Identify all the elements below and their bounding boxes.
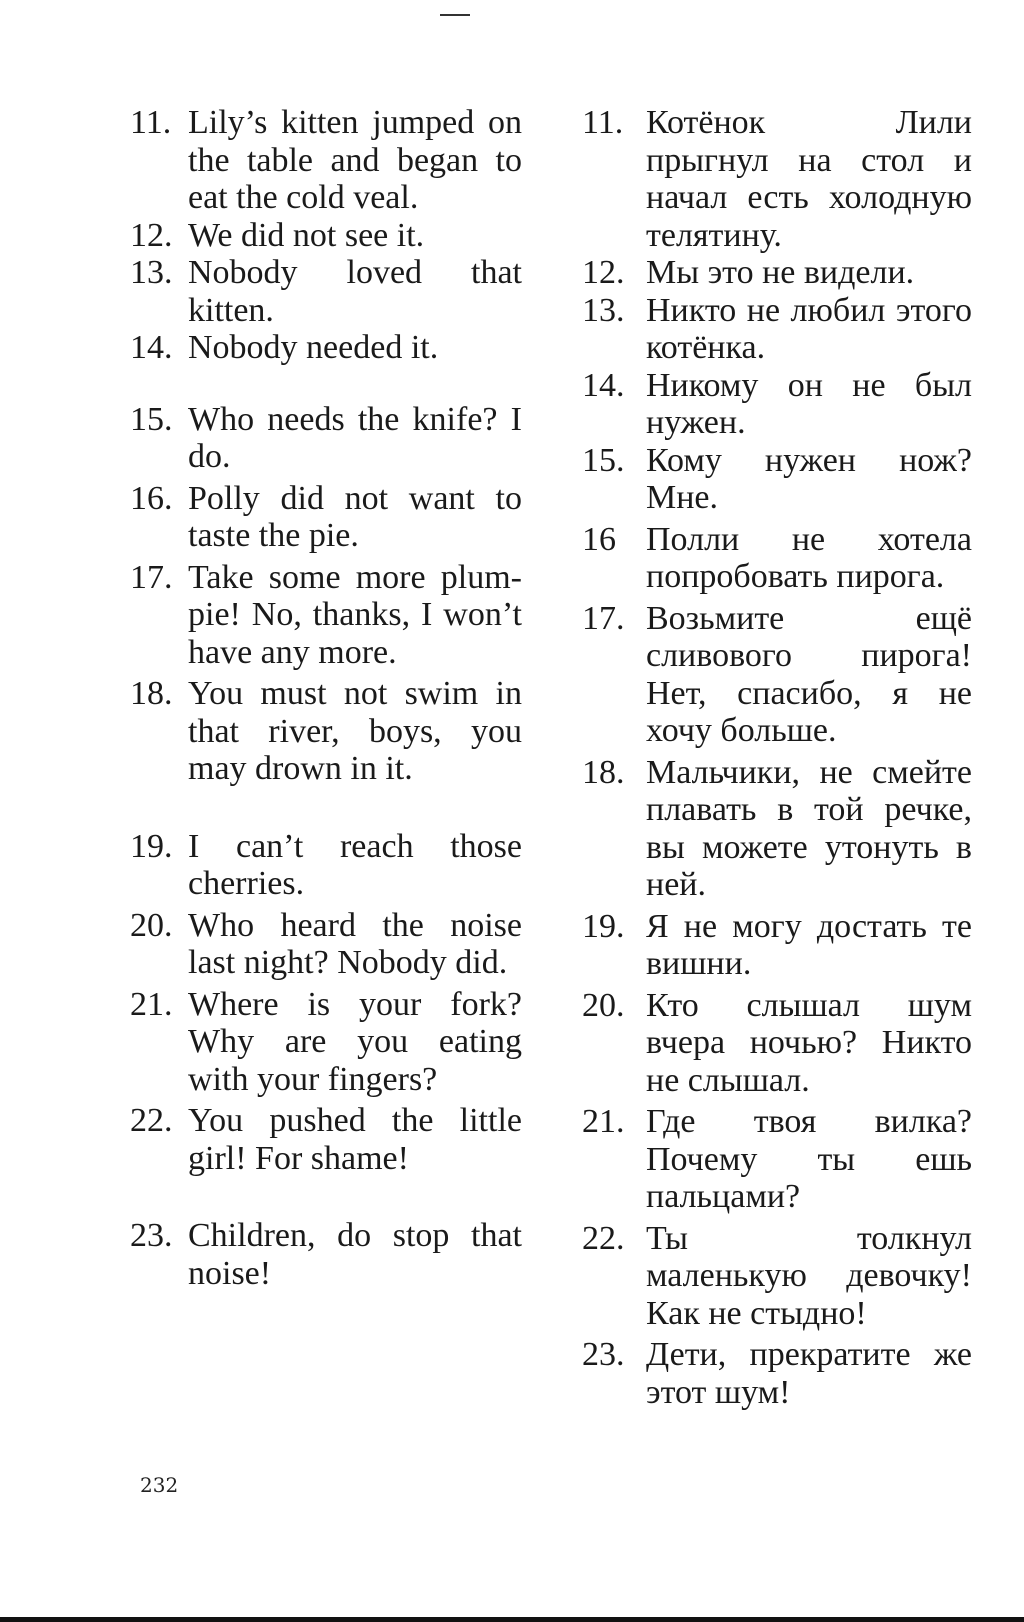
- english-sentence-20: [130, 907, 522, 982]
- sentence-text: Мальчики, не смейте плавать в той речке, вы можете утонуть в ней.: [646, 753, 972, 903]
- sentence-text: Полли не хотела попробовать пирога.: [646, 520, 972, 595]
- english-sentence-21: [130, 986, 522, 1099]
- sentence-text: Take some more plum-pie! No, thanks, I won’t have any more.: [188, 558, 522, 671]
- russian-sentence-11: [582, 104, 972, 254]
- sentence-text: Возьмите ещё сливового пирога! Нет, спасибо, я не хочу больше.: [646, 599, 972, 749]
- russian-sentence-16: [582, 521, 972, 596]
- sentence-number: 11.: [582, 104, 624, 141]
- sentence-text: Lily’s kitten jumped on the table and began to eat the cold veal.: [188, 104, 522, 216]
- sentence-number: 23.: [582, 1336, 625, 1373]
- sentence-text: I can’t reach those cherries.: [188, 827, 522, 902]
- english-sentence-18: [130, 675, 522, 788]
- russian-sentence-13: [582, 292, 972, 367]
- sentence-number: 22.: [582, 1219, 625, 1257]
- sentence-number: 18.: [582, 753, 625, 791]
- russian-sentence-21: [582, 1103, 972, 1216]
- russian-column: [582, 104, 972, 1411]
- sentence-number: 20.: [130, 906, 173, 944]
- russian-sentence-22: [582, 1220, 972, 1333]
- english-sentence-19: [130, 828, 522, 903]
- sentence-text: Никто не любил этого котёнка.: [646, 291, 972, 366]
- sentence-text: Кому нужен нож? Мне.: [646, 441, 972, 516]
- sentence-text: Ты толкнул маленькую девочку! Как не стыдно!: [646, 1219, 972, 1332]
- sentence-number: 19.: [582, 907, 625, 945]
- english-sentence-17: [130, 559, 522, 672]
- russian-sentence-14: [582, 367, 972, 442]
- page-number: 232: [140, 1473, 179, 1497]
- sentence-number: 17.: [582, 599, 625, 637]
- sentence-text: Polly did not want to taste the pie.: [188, 479, 522, 554]
- sentence-text: Who heard the noise last night? Nobody did.: [188, 906, 522, 981]
- sentence-text: We did not see it.: [188, 216, 425, 254]
- russian-sentence-20: [582, 987, 972, 1100]
- russian-sentence-15: [582, 442, 972, 517]
- sentence-text: Я не могу достать те вишни.: [646, 907, 972, 982]
- sentence-number: 16.: [130, 479, 173, 517]
- sentence-number: 22.: [130, 1102, 173, 1139]
- sentence-text: Children, do stop that noise!: [188, 1217, 522, 1292]
- sentence-text: Котёнок Лили прыгнул на стол и начал есть холодную телятину.: [646, 104, 972, 254]
- english-sentence-11: [130, 104, 522, 217]
- sentence-text: You must not swim in that river, boys, you may drown in it.: [188, 675, 522, 787]
- sentence-number: 12.: [130, 216, 173, 254]
- english-column: [130, 104, 522, 1292]
- russian-sentence-12: [582, 254, 972, 292]
- sentence-text: Nobody needed it.: [188, 329, 439, 366]
- sentence-number: 19.: [130, 827, 173, 865]
- english-sentence-16: [130, 480, 522, 555]
- sentence-number: 11.: [130, 104, 172, 141]
- sentence-number: 15.: [582, 441, 625, 479]
- sentence-text: Где твоя вилка? Почему ты ешь пальцами?: [646, 1103, 972, 1215]
- sentence-number: 15.: [130, 400, 173, 438]
- sentence-text: Никому он не был нужен.: [646, 366, 972, 441]
- sentence-number: 21.: [582, 1103, 625, 1140]
- russian-sentence-19: [582, 908, 972, 983]
- english-sentence-15: [130, 401, 522, 476]
- sentence-number: 14.: [582, 366, 625, 404]
- sentence-text: Кто слышал шум вчера ночью? Никто не слышал.: [646, 986, 972, 1099]
- russian-sentence-23: [582, 1336, 972, 1411]
- sentence-number: 13.: [130, 254, 173, 291]
- english-sentence-12: [130, 217, 522, 255]
- sentence-number: 18.: [130, 675, 173, 712]
- sentence-text: Дети, прекратите же этот шум!: [646, 1336, 972, 1411]
- sentence-number: 23.: [130, 1217, 173, 1254]
- sentence-text: Nobody loved that kitten.: [188, 254, 522, 329]
- sentence-number: 17.: [130, 558, 173, 596]
- russian-sentence-18: [582, 754, 972, 904]
- sentence-text: You pushed the little girl! For shame!: [188, 1102, 522, 1177]
- english-sentence-14: [130, 329, 522, 367]
- top-mark: [440, 14, 470, 16]
- sentence-number: 21.: [130, 985, 173, 1023]
- sentence-text: Мы это не видели.: [646, 254, 915, 291]
- sentence-text: Where is your fork? Why are you eating with your fingers?: [188, 985, 522, 1098]
- sentence-number: 13.: [582, 291, 625, 329]
- sentence-number: 16: [582, 520, 616, 558]
- bottom-rule: [0, 1617, 1024, 1622]
- english-sentence-13: [130, 254, 522, 329]
- russian-sentence-17: [582, 600, 972, 750]
- sentence-number: 14.: [130, 329, 173, 366]
- english-sentence-22: [130, 1102, 522, 1177]
- sentence-number: 20.: [582, 986, 625, 1024]
- english-sentence-23: [130, 1217, 522, 1292]
- sentence-text: Who needs the knife? I do.: [188, 400, 522, 475]
- sentence-number: 12.: [582, 254, 625, 291]
